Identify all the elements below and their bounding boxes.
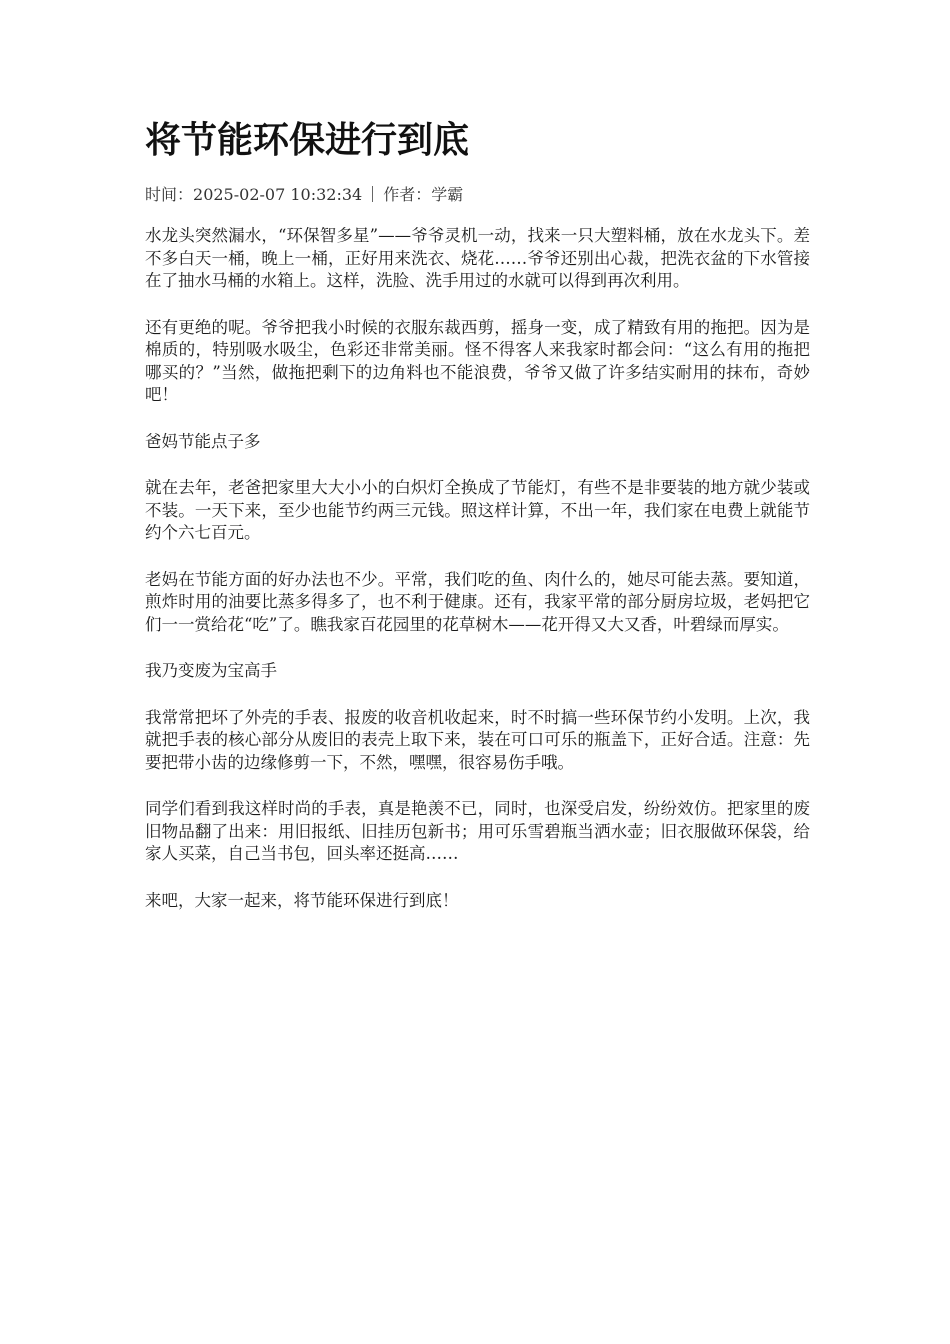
paragraph: 我常常把坏了外壳的手表、报废的收音机收起来，时不时搞一些环保节约小发明。上次，我就把手表的核心部分从废旧的表壳上取下来，装在可口可乐的瓶盖下，正好合适。注意：先要把带小齿的边缘修剪一下，不然，嘿嘿，很容易伤手哦。 — [145, 707, 810, 772]
paragraph: 同学们看到我这样时尚的手表，真是艳羡不已，同时，也深受启发，纷纷效仿。把家里的废旧物品翻了出来：用旧报纸、旧挂历包新书；用可乐雪碧瓶当洒水壶；旧衣服做环保袋，给家人买菜，自己当书包，回头率还挺高…… — [145, 799, 810, 863]
paragraph: 还有更绝的呢。爷爷把我小时候的衣服东裁西剪，摇身一变，成了精致有用的拖把。因为是棉质的，特别吸水吸尘，色彩还非常美丽。怪不得客人来我家时都会问：“这么有用的拖把哪买的？”当然，做拖把剩下的边角料也不能浪费，爷爷又做了许多结实耐用的抹布，奇妙吧！ — [145, 317, 810, 404]
section-heading: 我乃变废为宝高手 — [145, 661, 277, 680]
section-heading: 爸妈节能点子多 — [145, 431, 261, 451]
publish-time: 2025-02-07 10:32:34 — [193, 185, 363, 204]
article — [145, 115, 810, 936]
paragraph: 就在去年，老爸把家里大大小小的白炽灯全换成了节能灯，有些不是非要装的地方就少装或不装。一天下来，至少也能节约两三元钱。照这样计算，不出一年，我们家在电费上就能节约个六七百元。 — [145, 478, 810, 542]
article-meta — [145, 183, 810, 207]
paragraph: 水龙头突然漏水，“环保智多星”——爷爷灵机一动，找来一只大塑料桶，放在水龙头下。差不多白天一桶，晚上一桶，正好用来洗衣、烧花……爷爷还别出心裁，把洗衣盆的下水管接在了抽水马桶的水箱上。这样，洗脸、洗手用过的水就可以得到再次利用。 — [145, 226, 810, 290]
closing-paragraph: 来吧，大家一起来，将节能环保进行到底！ — [145, 890, 459, 910]
article-body — [145, 225, 810, 912]
meta-divider — [372, 186, 373, 202]
article-title: 将节能环保进行到底 — [145, 120, 470, 161]
paragraph: 老妈在节能方面的好办法也不少。平常，我们吃的鱼、肉什么的，她尽可能去蒸。要知道，煎炸时用的油要比蒸多得多了，也不利于健康。还有，我家平常的部分厨房垃圾，老妈把它们一一赏给花“吃”了。瞧我家百花园里的花草树木——花开得又大又香，叶碧绿而厚实。 — [145, 569, 810, 634]
time-label: 时间： — [145, 185, 194, 204]
author-label: 作者： — [383, 185, 432, 204]
author-name: 学霸 — [431, 185, 464, 204]
